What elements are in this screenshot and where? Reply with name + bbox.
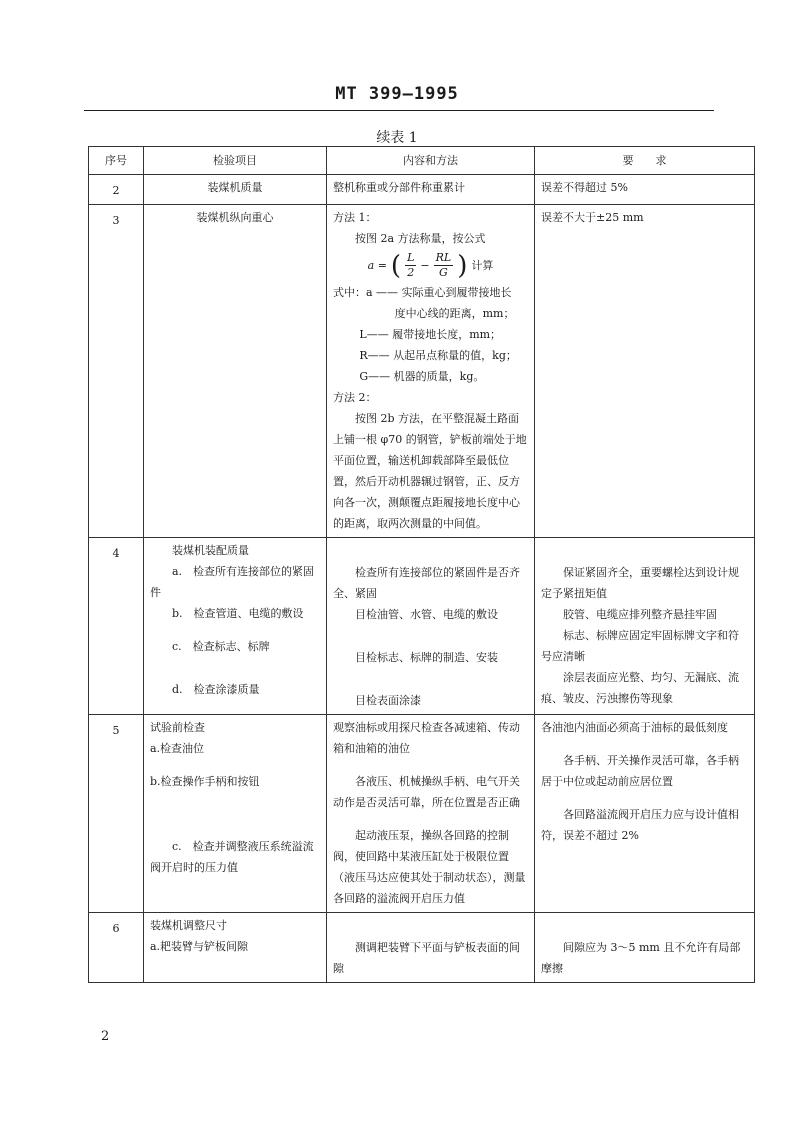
page-number: 2 (101, 1029, 110, 1044)
row-method: 整机称重或分部件称重累计 (327, 175, 535, 205)
row-no: 6 (89, 913, 144, 983)
where-g: G—— 机器的质量，kg。 (359, 370, 485, 383)
table-caption: 续表 1 (376, 130, 418, 146)
row-item: 装煤机质量 (144, 175, 327, 205)
table-row (89, 175, 755, 205)
where-a-cont: 度中心线的距离，mm； (394, 307, 515, 320)
row-requirement: 间隙应为 3～5 mm 且不允许有局部摩擦 (535, 913, 755, 983)
row-no: 4 (89, 538, 144, 715)
where-r: R—— 从起吊点称量的值，kg； (359, 349, 517, 362)
gravity-formula: a = ( $\frac{L}{2}$ − $\frac{RL}{G}$ ) 计算 (367, 250, 494, 281)
table-row (89, 538, 755, 715)
col-header-requirement: 要 求 (535, 147, 755, 175)
method1-text: 按图 2a 方法称量，按公式 (355, 232, 486, 245)
row-item: 试验前检查 a.检查油位 b.检查操作手柄和按钮 c. 检查并调整液压系统溢流阀开启时的压力值 (144, 715, 327, 913)
row-method: 检查所有连接部位的紧固件是否齐全、紧固 目检油管、水管、电缆的敷设 目检标志、标牌的制造、安装 目检表面涂漆 (327, 538, 535, 715)
inspection-table (88, 146, 755, 983)
row-no: 5 (89, 715, 144, 913)
row-method (327, 205, 535, 538)
method2-text: 按图 2b 方法，在平整混凝土路面上铺一根 φ70 的钢管，铲板前端处于地平面位置，输送机卸载部降至最低位置，然后开动机器辗过钢管，正、反方向各一次，测颠覆点距履接地长度中心的距离，取两次测量的中间值。 (333, 412, 527, 530)
table-header-row (89, 147, 755, 175)
row-requirement: 误差不得超过 5% (535, 175, 755, 205)
col-header-method: 内容和方法 (327, 147, 535, 175)
row-item: 装煤机装配质量 a. 检查所有连接部位的紧固件 b. 检查管道、电缆的敷设 c. 检查标志、标牌 d. 检查涂漆质量 (144, 538, 327, 715)
row-method: 观察油标或用探尺检查各减速箱、传动箱和油箱的油位 各液压、机械操纵手柄、电气开关动作是否灵活可靠，所在位置是否正确 起动液压泵，操纵各回路的控制阀，使回路中某液压缸处于极限位置（液压马达应使其处于制动状态），测量各回路的溢流阀开启压力值 (327, 715, 535, 913)
header-rule (84, 110, 714, 111)
row-no: 3 (89, 205, 144, 538)
row-requirement: 保证紧固齐全，重要螺栓达到设计规定予紧扭矩值 胶管、电缆应排列整齐悬挂牢固 标志、标牌应固定牢固标牌文字和符号应清晰 涂层表面应光整、均匀、无漏底、流痕、皱皮、污浊擦伤等现象 (535, 538, 755, 715)
row-no: 2 (89, 175, 144, 205)
col-header-no: 序号 (89, 147, 144, 175)
table-row (89, 205, 755, 538)
method1-title: 方法 1： (333, 211, 377, 224)
row-requirement: 误差不大于±25 mm (535, 205, 755, 538)
where-a: 式中：a —— 实际重心到履带接地长 (333, 286, 512, 299)
method2-title: 方法 2： (333, 391, 377, 404)
standard-number: MT 399—1995 (335, 84, 459, 104)
row-item: 装煤机纵向重心 (144, 205, 327, 538)
table-row (89, 715, 755, 913)
row-item: 装煤机调整尺寸 a.耙装臂与铲板间隙 (144, 913, 327, 983)
table-row (89, 913, 755, 983)
col-header-item: 检验项目 (144, 147, 327, 175)
row-method: 测调耙装臂下平面与铲板表面的间隙 (327, 913, 535, 983)
where-l: L—— 履带接地长度，mm； (359, 328, 502, 341)
row-requirement: 各油池内油面必须高于油标的最低刻度 各手柄、开关操作灵活可靠，各手柄居于中位或起动前应居位置 各回路溢流阀开启压力应与设计值相符，误差不超过 2% (535, 715, 755, 913)
